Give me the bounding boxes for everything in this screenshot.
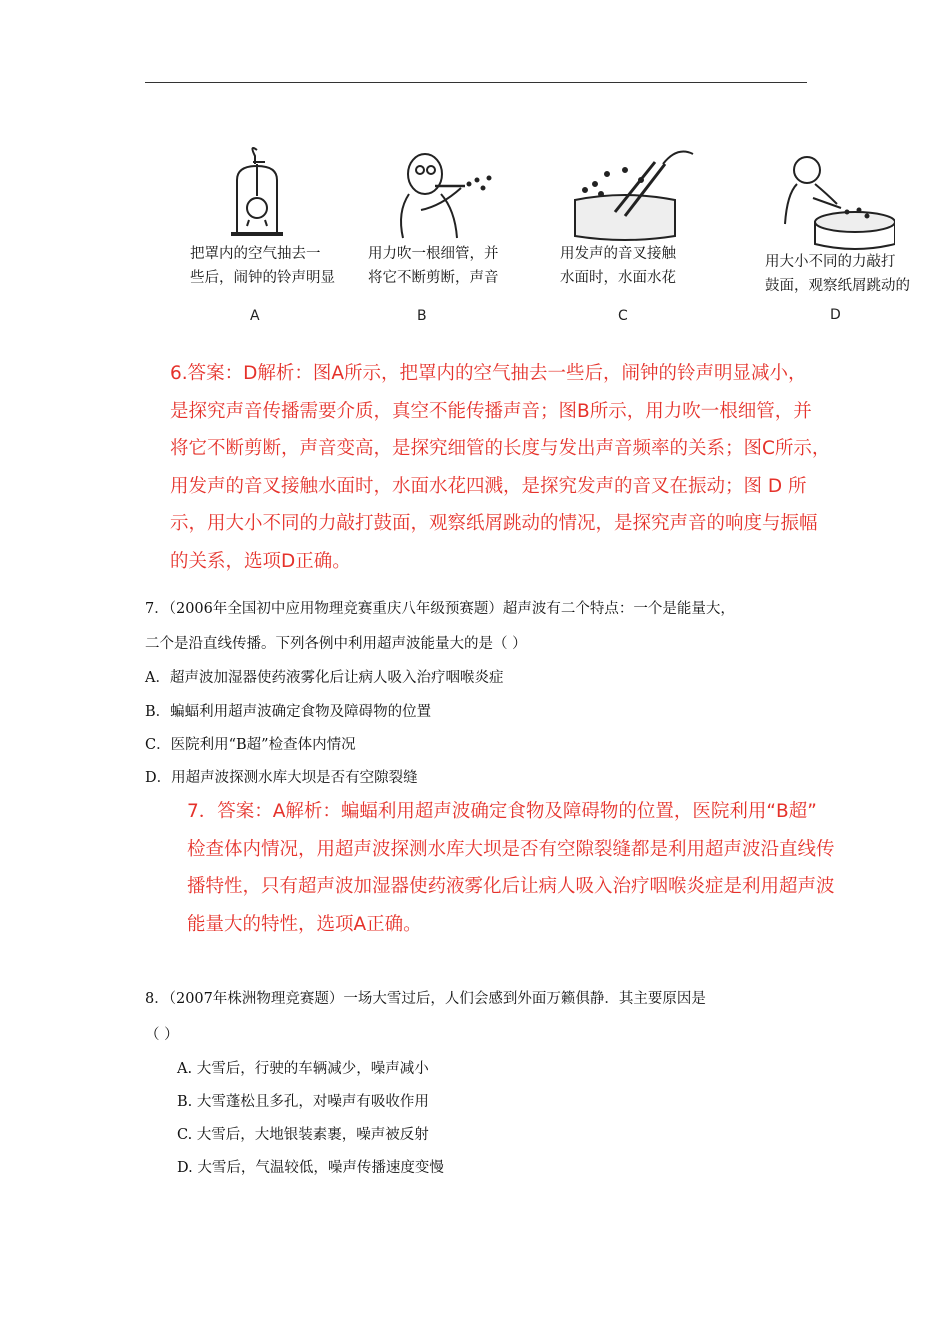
question-7-stem-2: 二个是沿直线传播。下列各例中利用超声波能量大的是（ ） [145,636,527,652]
question-7-stem-1: 7．（2006年全国初中应用物理竞赛重庆八年级预赛题）超声波有二个特点：一个是能量大， [145,601,735,617]
question-8-stem-1: 8．（2007年株洲物理竞赛题）一场大雪过后，人们会感到外面万籁俱静．其主要原因是 [145,991,706,1007]
answer-7-line: 能量大的特性，选项A正确。 [187,913,422,935]
figure-d-caption-2: 鼓面，观察纸屑跳动的 [765,278,910,294]
question-7-option-c: C．医院利用“B超”检查体内情况 [145,737,356,753]
figure-d-caption-1: 用大小不同的力敲打 [765,254,896,270]
figure-c-letter: C [618,308,628,324]
answer-6-line: 将它不断剪断，声音变高，是探究细管的长度与发出声音频率的关系；图C所示， [170,438,831,459]
bell-jar-icon [185,140,305,250]
answer-6-line: 示，用大小不同的力敲打鼓面，观察纸屑跳动的情况，是探究声音的响度与振幅 [170,513,818,534]
figure-d-letter: D [830,307,841,323]
figure-c-caption-1: 用发声的音叉接触 [560,246,676,262]
answer-7 [187,793,835,943]
figure-b [365,140,555,330]
answer-6-line: 是探究声音传播需要介质，真空不能传播声音；图B所示，用力吹一根细管，并 [170,400,812,422]
question-8-option-c: C. 大雪后，大地银装素裹，噪声被反射 [177,1127,429,1143]
answer-7-line: 检查体内情况，用超声波探测水库大坝是否有空隙裂缝都是利用超声波沿直线传 [187,838,835,860]
figure-a-caption-2: 些后，闹钟的铃声明显 [190,270,335,286]
header-rule [145,82,807,83]
question-8-option-a: A. 大雪后，行驶的车辆减少，噪声减小 [177,1061,429,1077]
figure-c-caption-2: 水面时，水面水花 [560,270,676,286]
figure-a [185,140,375,330]
answer-6-line: 用发声的音叉接触水面时，水面水花四溅，是探究发声的音叉在振动；图 D 所 [170,475,807,497]
question-8-option-d: D. 大雪后，气温较低，噪声传播速度变慢 [177,1160,444,1176]
figure-a-letter: A [250,308,260,324]
man-blowing-tube-icon [365,140,505,250]
figure-b-letter: B [417,308,427,324]
question-7-option-d: D．用超声波探测水库大坝是否有空隙裂缝 [145,770,418,786]
answer-6 [170,355,830,580]
figure-b-caption-1: 用力吹一根细管，并 [368,246,499,262]
figure-b-caption-2: 将它不断剪断，声音 [368,270,499,286]
answer-6-line: 的关系，选项D正确。 [170,550,351,572]
figure-c [555,140,745,330]
man-drum-icon [755,140,895,250]
question-8-stem-2: （ ） [145,1027,179,1043]
tuning-fork-water-icon [555,140,705,250]
question-8-option-b: B. 大雪蓬松且多孔，对噪声有吸收作用 [177,1094,429,1110]
figure-d [755,140,945,330]
answer-6-line: 6.答案：D解析：图A所示，把罩内的空气抽去一些后，闹钟的铃声明显减小， [170,363,807,384]
figure-a-caption-1: 把罩内的空气抽去一 [190,246,321,262]
answer-7-line: 播特性，只有超声波加湿器使药液雾化后让病人吸入治疗咽喉炎症是利用超声波 [187,876,835,897]
answer-7-line: 7．答案：A解析：蝙蝠利用超声波确定食物及障碍物的位置，医院利用“B超” [187,801,817,822]
question-7-option-b: B．蝙蝠利用超声波确定食物及障碍物的位置 [145,704,432,720]
question-7-option-a: A．超声波加湿器使药液雾化后让病人吸入治疗咽喉炎症 [145,670,504,686]
